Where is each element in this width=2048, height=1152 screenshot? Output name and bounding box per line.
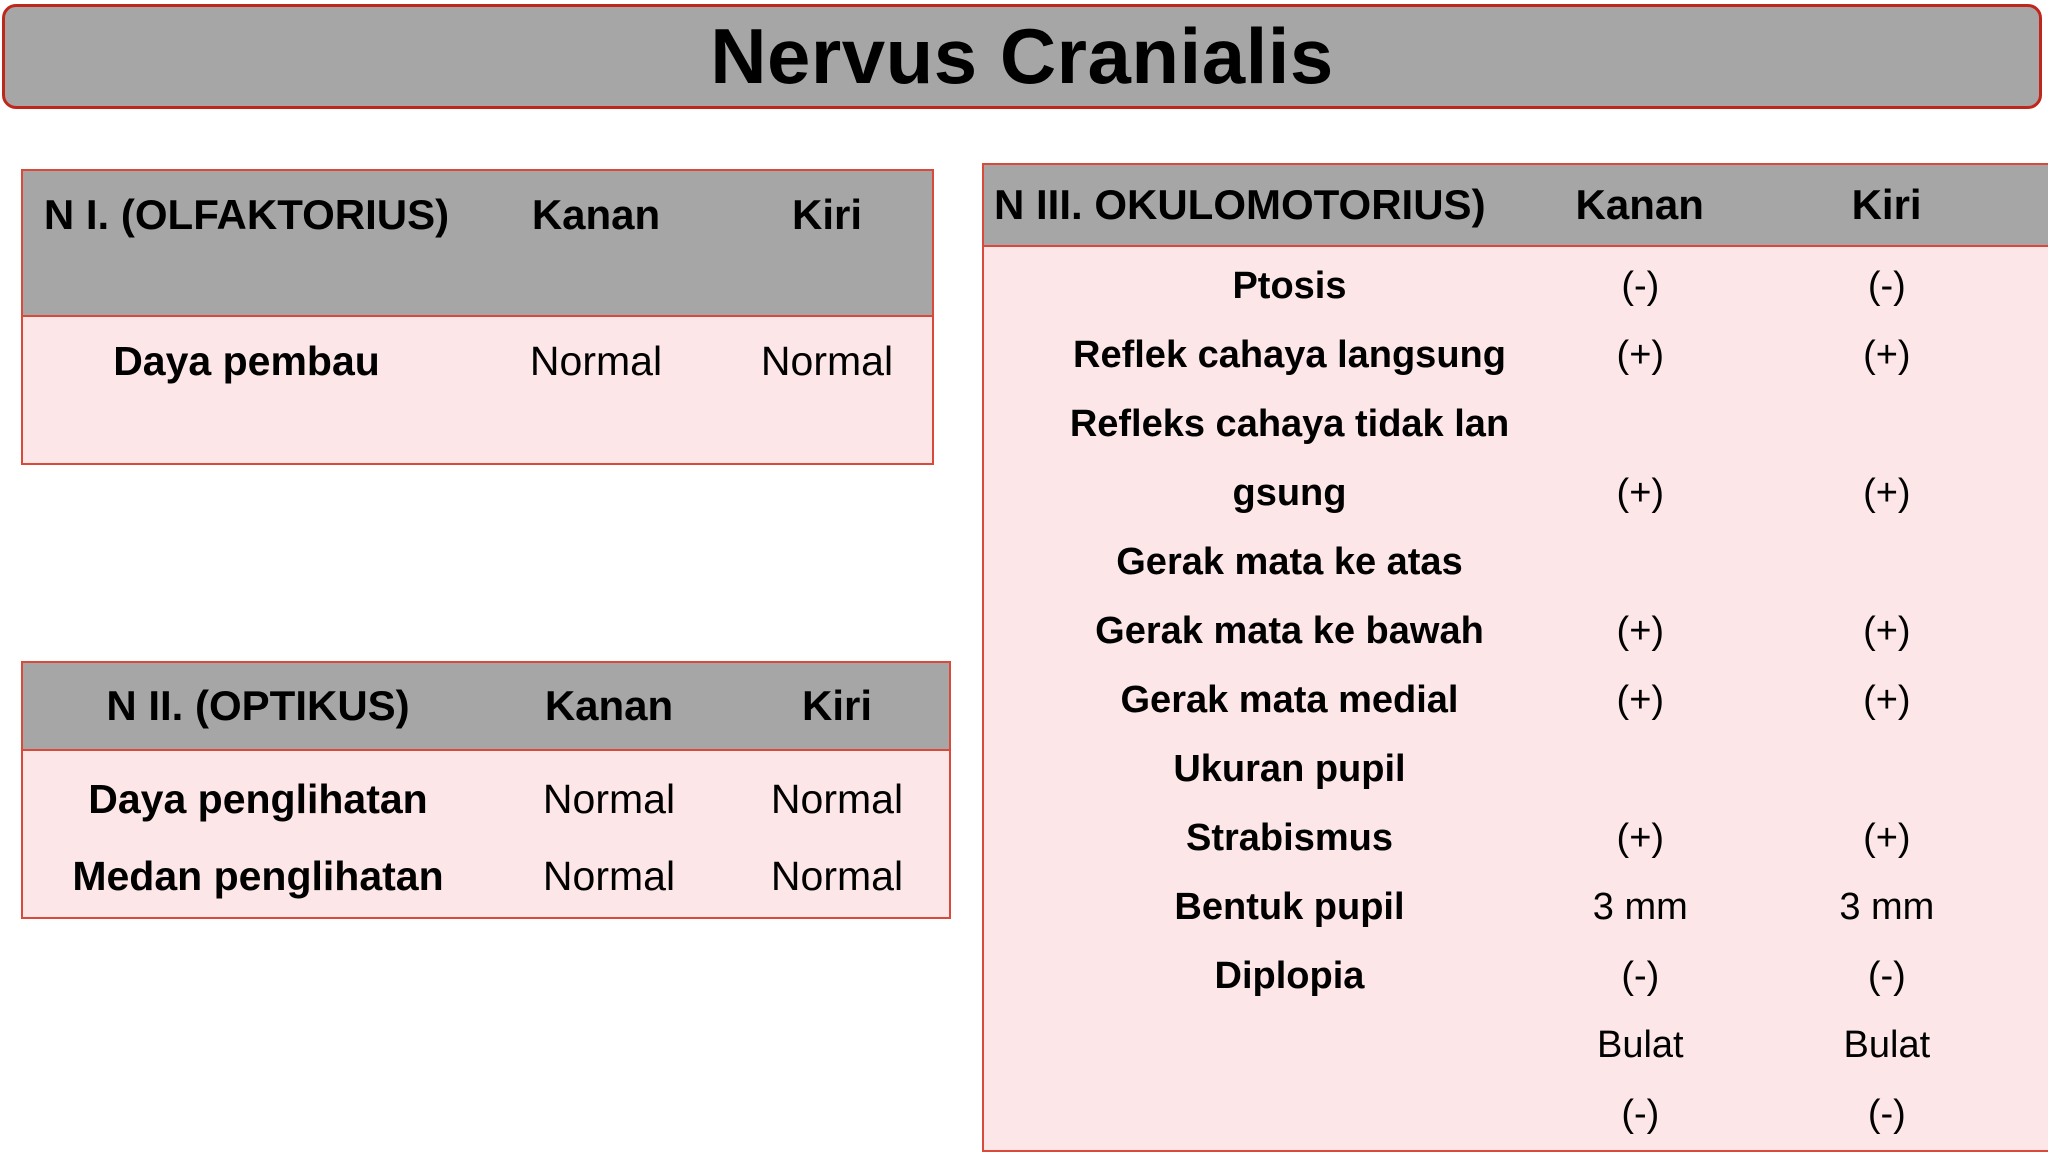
header-kiri: Kiri bbox=[1851, 181, 1922, 228]
row-label bbox=[984, 1011, 1555, 1080]
row-kanan bbox=[1555, 390, 1726, 459]
table-n3-okulomotorius bbox=[982, 163, 2048, 1152]
title-bar bbox=[2, 4, 2042, 109]
row-label: Refleks cahaya tidak lan bbox=[1069, 403, 1510, 445]
row-label bbox=[984, 1080, 1555, 1149]
table-row bbox=[984, 390, 2048, 459]
row-label: Bentuk pupil bbox=[1174, 886, 1405, 928]
row-kanan: Normal bbox=[529, 337, 663, 384]
row-kiri bbox=[1726, 735, 2048, 804]
header-kiri: Kiri bbox=[801, 682, 872, 729]
row-kiri: (+) bbox=[1863, 334, 1911, 376]
header-nerve: N III. OKULOMOTORIUS) bbox=[994, 181, 1486, 228]
row-kanan bbox=[1555, 528, 1726, 597]
table-header bbox=[23, 663, 949, 751]
row-kanan: (-) bbox=[1621, 955, 1660, 997]
row-kiri: (-) bbox=[1867, 1093, 1906, 1135]
table-row bbox=[984, 942, 2048, 1011]
table-row bbox=[23, 838, 949, 915]
row-kanan: (+) bbox=[1616, 472, 1665, 514]
row-label: Medan penglihatan bbox=[72, 853, 444, 899]
table-row bbox=[984, 1011, 2048, 1080]
row-kanan: (+) bbox=[1616, 334, 1665, 376]
page-title: Nervus Cranialis bbox=[710, 12, 1334, 100]
row-kanan: (+) bbox=[1616, 610, 1665, 652]
table-header bbox=[984, 165, 2048, 247]
table-n1-olfaktorius bbox=[21, 169, 934, 465]
header-kiri: Kiri bbox=[791, 191, 862, 238]
row-kanan: Normal bbox=[542, 776, 676, 822]
row-kiri bbox=[1726, 390, 2048, 459]
table-row bbox=[984, 735, 2048, 804]
row-label: gsung bbox=[1232, 472, 1347, 514]
row-kiri: (-) bbox=[1867, 265, 1906, 307]
row-kanan: (-) bbox=[1621, 265, 1660, 307]
row-label: Reflek cahaya langsung bbox=[1073, 334, 1506, 376]
table-header bbox=[23, 171, 932, 317]
row-kiri: (+) bbox=[1863, 679, 1911, 721]
row-kanan: 3 mm bbox=[1592, 886, 1688, 928]
table-row bbox=[984, 1080, 2048, 1149]
row-kiri: (-) bbox=[1867, 955, 1906, 997]
row-label: Gerak mata medial bbox=[1120, 679, 1459, 721]
row-label: Ptosis bbox=[1232, 265, 1347, 307]
header-kanan: Kanan bbox=[1575, 181, 1704, 228]
row-label: Diplopia bbox=[1214, 955, 1365, 997]
table-row bbox=[23, 317, 932, 405]
row-label: Daya penglihatan bbox=[88, 776, 428, 822]
table-row bbox=[984, 459, 2048, 528]
row-kiri: Normal bbox=[770, 853, 904, 899]
table-body bbox=[984, 247, 2048, 1149]
row-kanan bbox=[1555, 735, 1726, 804]
row-kiri: (+) bbox=[1863, 610, 1911, 652]
table-row bbox=[984, 666, 2048, 735]
table-row bbox=[984, 528, 2048, 597]
header-kanan: Kanan bbox=[544, 682, 674, 729]
row-kiri bbox=[1726, 528, 2048, 597]
row-kiri: Bulat bbox=[1843, 1024, 1931, 1066]
table-row bbox=[984, 321, 2048, 390]
row-label: Gerak mata ke bawah bbox=[1095, 610, 1484, 652]
row-kiri: 3 mm bbox=[1839, 886, 1935, 928]
header-nerve: N II. (OPTIKUS) bbox=[106, 682, 410, 729]
row-kiri: (+) bbox=[1863, 472, 1911, 514]
row-kanan: (-) bbox=[1621, 1093, 1660, 1135]
table-row bbox=[23, 761, 949, 838]
header-nerve: N I. (OLFAKTORIUS) bbox=[43, 191, 450, 238]
table-row bbox=[984, 804, 2048, 873]
row-kiri: Normal bbox=[760, 337, 894, 384]
table-row bbox=[984, 873, 2048, 942]
row-kanan: (+) bbox=[1616, 817, 1665, 859]
row-label: Strabismus bbox=[1186, 817, 1393, 859]
row-kanan: Normal bbox=[542, 853, 676, 899]
table-n2-optikus bbox=[21, 661, 951, 919]
row-kiri: Normal bbox=[770, 776, 904, 822]
row-label: Gerak mata ke atas bbox=[1116, 541, 1463, 583]
table-row bbox=[984, 597, 2048, 666]
row-kanan: Bulat bbox=[1596, 1024, 1684, 1066]
row-label: Ukuran pupil bbox=[1173, 748, 1406, 790]
row-kiri: (+) bbox=[1863, 817, 1911, 859]
row-kanan: (+) bbox=[1616, 679, 1665, 721]
table-row bbox=[984, 252, 2048, 321]
row-label: Daya pembau bbox=[113, 337, 380, 384]
header-kanan: Kanan bbox=[531, 191, 661, 238]
